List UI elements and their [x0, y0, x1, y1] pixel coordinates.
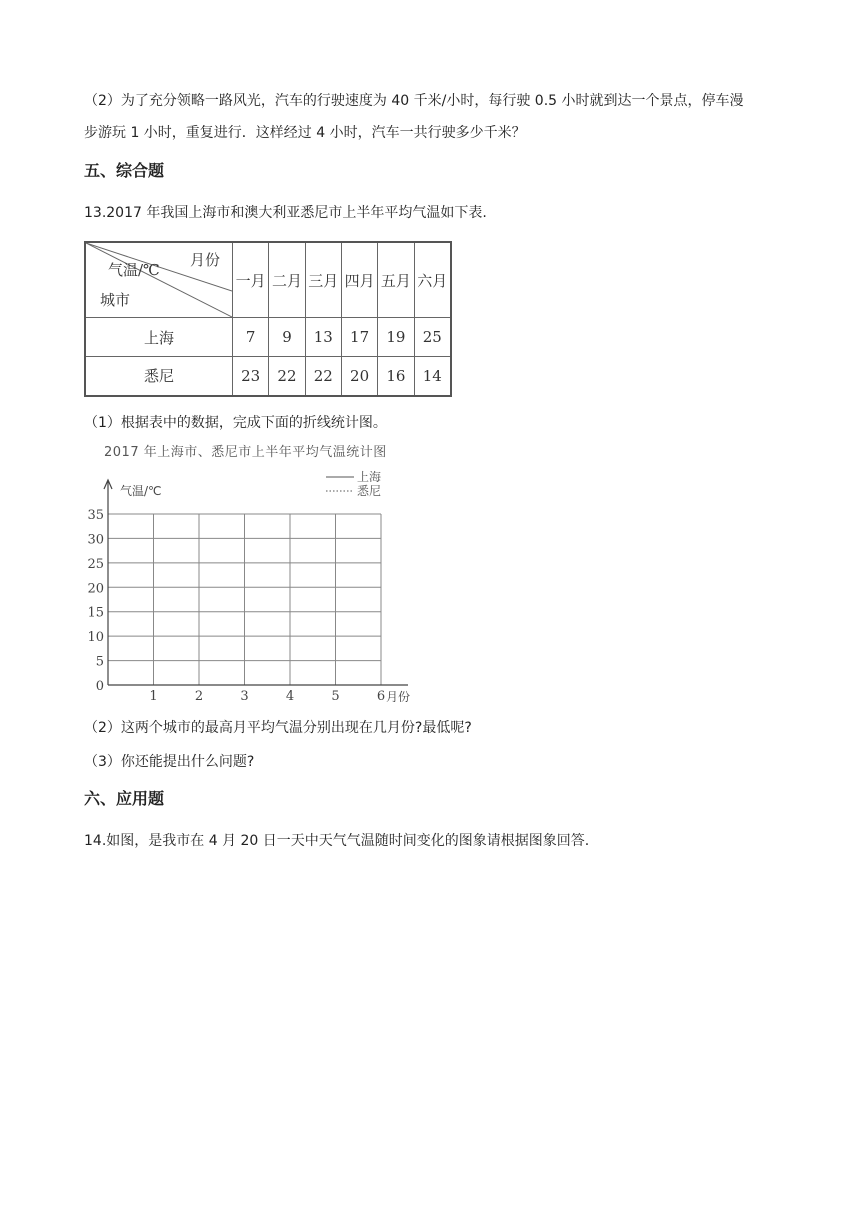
city-cell: 上海 [85, 318, 233, 357]
chart-title: 2017 年上海市、悉尼市上半年平均气温统计图 [104, 445, 387, 460]
x-tick-label: 5 [331, 689, 340, 704]
y-tick-label: 35 [87, 508, 104, 523]
q13-part3: （3）你还能提出什么问题? [84, 754, 255, 770]
y-axis-label: 气温/℃ [120, 484, 162, 498]
value-cell: 22 [269, 357, 305, 396]
value-cell: 22 [305, 357, 341, 396]
value-cell: 14 [414, 357, 451, 396]
q13-part1: （1）根据表中的数据，完成下面的折线统计图。 [84, 415, 387, 431]
temperature-table [84, 241, 452, 393]
value-cell: 17 [341, 318, 377, 357]
table-row [85, 357, 451, 396]
table-row [85, 318, 451, 357]
line-chart [84, 465, 424, 710]
value-cell: 25 [414, 318, 451, 357]
value-cell: 20 [341, 357, 377, 396]
value-cell: 9 [269, 318, 305, 357]
x-axis-label: 月份 [386, 690, 411, 704]
q14-intro: 14.如图，是我市在 4 月 20 日一天中天气气温随时间变化的图象请根据图象回答. [84, 833, 590, 849]
value-cell: 13 [305, 318, 341, 357]
header-month-label: 月份 [190, 251, 221, 269]
y-tick-label: 10 [87, 630, 104, 646]
table-diagonal-header [85, 242, 233, 318]
city-cell: 悉尼 [85, 357, 233, 396]
x-tick-label: 3 [240, 689, 249, 704]
x-tick-label: 1 [149, 689, 158, 704]
value-cell: 23 [233, 357, 269, 396]
x-tick-label: 4 [285, 689, 295, 704]
y-tick-label: 30 [87, 532, 104, 548]
y-tick-label: 0 [95, 679, 104, 694]
header-city-label: 城市 [100, 291, 131, 309]
x-tick-label: 2 [194, 689, 204, 704]
month-header: 六月 [414, 242, 451, 318]
month-header: 五月 [378, 242, 414, 318]
q13-part2: （2）这两个城市的最高月平均气温分别出现在几月份?最低呢? [84, 720, 472, 736]
legend-label: 悉尼 [357, 484, 382, 498]
y-tick-label: 15 [87, 605, 104, 621]
month-header: 一月 [233, 242, 269, 318]
q12-part2-line2: 步游玩 1 小时，重复进行．这样经过 4 小时，汽车一共行驶多少千米？ [84, 125, 526, 141]
month-header: 二月 [269, 242, 305, 318]
q13-intro: 13.2017 年我国上海市和澳大利亚悉尼市上半年平均气温如下表. [84, 205, 487, 221]
value-cell: 16 [378, 357, 414, 396]
q12-part2-line1: （2）为了充分领略一路风光，汽车的行驶速度为 40 千米/小时，每行驶 0.5 小时就到达一个景点，停车漫 [84, 93, 744, 109]
x-tick-label: 6 [376, 689, 386, 704]
month-header: 四月 [341, 242, 377, 318]
header-temp-label: 气温/℃ [108, 261, 160, 279]
y-tick-label: 25 [87, 556, 104, 572]
legend-label: 上海 [357, 470, 382, 484]
value-cell: 19 [378, 318, 414, 357]
section-6-title: 六、应用题 [84, 789, 165, 808]
value-cell: 7 [233, 318, 269, 357]
y-tick-label: 5 [95, 654, 104, 670]
y-tick-label: 20 [87, 581, 104, 597]
month-header: 三月 [305, 242, 341, 318]
section-5-title: 五、综合题 [84, 161, 165, 180]
